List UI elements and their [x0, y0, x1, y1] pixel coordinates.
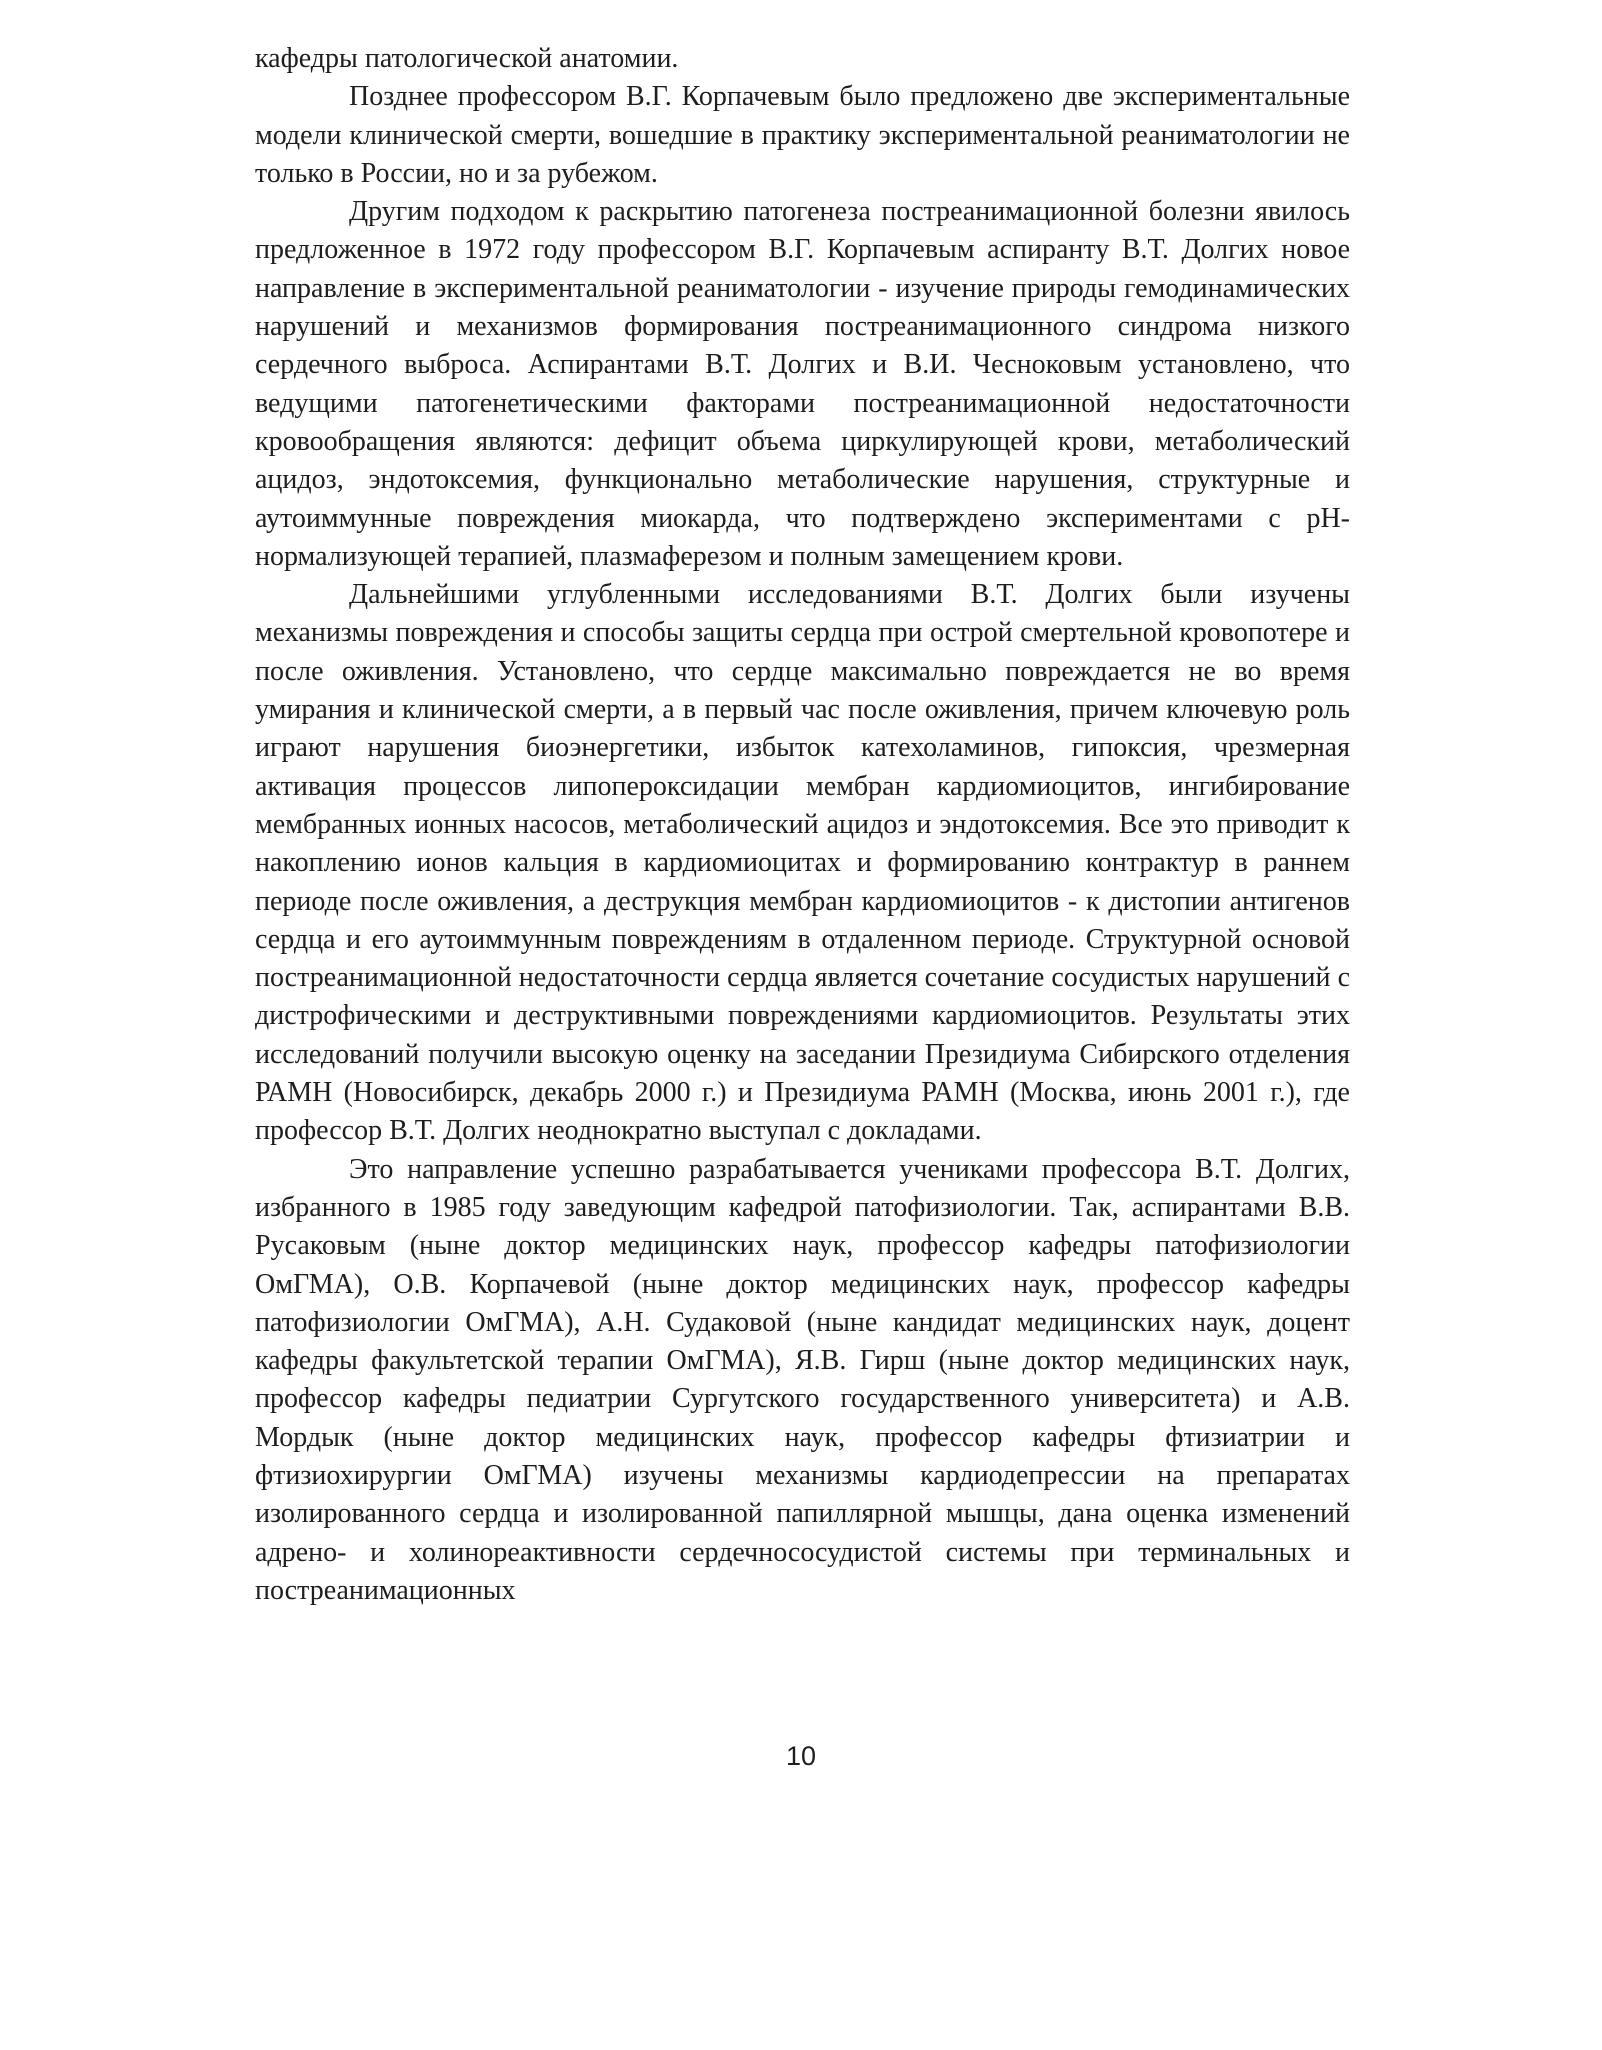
page-body [255, 40, 1350, 1610]
paragraph: Позднее профессором В.Г. Корпачевым было предложено две экспериментальные модели клинической смерти, вошедшие в практику экспериментальной реаниматологии не только в России, но и за рубежом. [255, 81, 1350, 189]
paragraph: Это направление успешно разрабатывается учениками профессора В.Т. Долгих, избранного в 1985 году заведующим кафедрой патофизиологии. Так, аспирантами В.В. Русаковым (ныне доктор медицинских наук, профессор кафедры патофизиологии ОмГМА), О.В. Корпачевой (ныне доктор медицинских наук, профессор кафедры патофизиологии ОмГМА), А.Н. Судаковой (ныне кандидат медицинских наук, доцент кафедры факультетской терапии ОмГМА), Я.В. Гирш (ныне доктор медицинских наук, профессор кафедры педиатрии Сургутского государственного университета) и А.В. Мордык (ныне доктор медицинских наук, профессор кафедры фтизиатрии и фтизиохирургии ОмГМА) изучены механизмы кардиодепрессии на препаратах изолированного сердца и изолированной папиллярной мышцы, дана оценка изменений адрено- и холинореактивности сердечнососудистой системы при терминальных и постреанимационных [255, 1153, 1350, 1606]
paragraph-continuation: кафедры патологической анатомии. [255, 43, 679, 74]
page-number: 10 [785, 1741, 817, 1771]
paragraph: Дальнейшими углубленными исследованиями В.Т. Долгих были изучены механизмы повреждения и способы защиты сердца при острой смертельной кровопотере и после оживления. Установлено, что сердце максимально повреждается не во время умирания и клинической смерти, а в первый час после оживления, причем ключевую роль играют нарушения биоэнергетики, избыток катехоламинов, гипоксия, чрезмерная активация процессов липопероксидации мембран кардиомиоцитов, ингибирование мембранных ионных насосов, метаболический ацидоз и эндотоксемия. Все это приводит к накоплению ионов кальция в кардиомиоцитах и формированию контрактур в раннем периоде после оживления, а деструкция мембран кардиомиоцитов - к дистопии антигенов сердца и его аутоиммунным повреждениям в отдаленном периоде. Структурной основой постреанимационной недостаточности сердца является сочетание сосудистых нарушений с дистрофическими и деструктивными повреждениями кардиомиоцитов. Результаты этих исследований получили высокую оценку на заседании Президиума Сибирского отделения РАМН (Новосибирск, декабрь 2000 г.) и Президиума РАМН (Москва, июнь 2001 г.), где профессор В.Т. Долгих неоднократно выступал с докладами. [255, 579, 1350, 1147]
paragraph: Другим подходом к раскрытию патогенеза постреанимационной болезни явилось предложенное в 1972 году профессором В.Г. Корпачевым аспиранту В.Т. Долгих новое направление в экспериментальной реаниматологии - изучение природы гемодинамических нарушений и механизмов формирования постреанимационного синдрома низкого сердечного выброса. Аспирантами В.Т. Долгих и В.И. Чесноковым установлено, что ведущими патогенетическими факторами постреанимационной недостаточности кровообращения являются: дефицит объема циркулирующей крови, метаболический ацидоз, эндотоксемия, функционально метаболические нарушения, структурные и аутоиммунные повреждения миокарда, что подтверждено экспериментами с рН-нормализующей терапией, плазмаферезом и полным замещением крови. [255, 196, 1350, 572]
